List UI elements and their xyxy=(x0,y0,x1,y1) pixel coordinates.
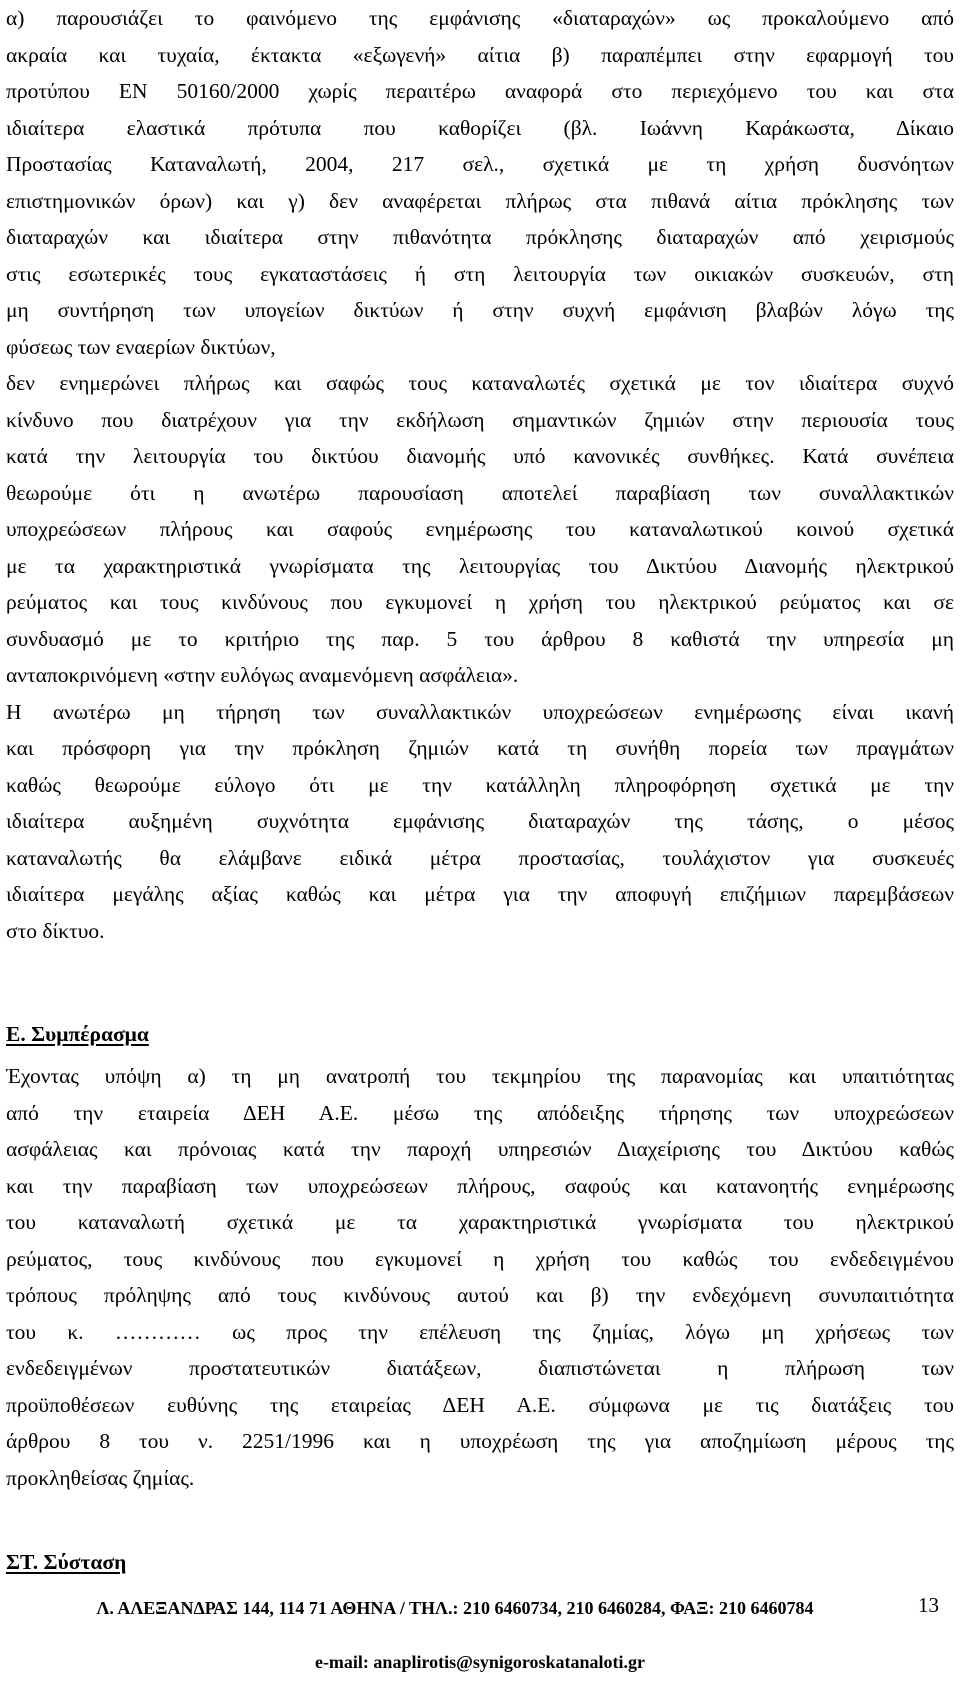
text-line: ρεύματος και τους κινδύνους που εγκυμονεί η χρήση του ηλεκτρικού ρεύματος και σε xyxy=(6,590,954,614)
body-paragraphs-1 xyxy=(6,0,954,949)
text-line: ενδεδειγμένων προστατευτικών διατάξεων, διαπιστώνεται η πλήρωση των xyxy=(6,1356,954,1380)
footer-address: Λ. ΑΛΕΞΑΝΔΡΑΣ 144, 114 71 ΑΘΗΝΑ / ΤΗΛ.: 210 6460734, 210 6460284, ΦΑΞ: 210 6460784 xyxy=(96,1598,814,1618)
text-line: άρθρου 8 του ν. 2251/1996 και η υποχρέωση της για αποζημίωση μέρους της xyxy=(6,1429,954,1453)
text-line: υποχρεώσεων πλήρους και σαφούς ενημέρωσης του καταναλωτικού κοινού σχετικά xyxy=(6,517,954,541)
text-line: συνδυασμό με το κριτήριο της παρ. 5 του άρθρου 8 καθιστά την υπηρεσία μη xyxy=(6,626,954,651)
text-line: στις εσωτερικές τους εγκαταστάσεις ή στη λειτουργία των οικιακών συσκευών, στη xyxy=(6,261,954,286)
text-line: φύσεως των εναερίων δικτύων, xyxy=(6,334,276,359)
text-line: ρεύματος, τους κινδύνους που εγκυμονεί η χρήση του καθώς του ενδεδειγμένου xyxy=(6,1246,954,1271)
text-line: προκληθείσας ζημίας. xyxy=(6,1465,195,1490)
text-line: Έχοντας υπόψη α) τη μη ανατροπή του τεκμηρίου της παρανομίας και υπαιτιότητας xyxy=(6,1064,954,1088)
text-line: ασφάλειας και πρόνοιας κατά την παροχή υπηρεσιών Διαχείρισης του Δικτύου καθώς xyxy=(6,1137,954,1161)
text-line: με τα χαρακτηριστικά γνωρίσματα της λειτουργίας του Δικτύου Διανομής ηλεκτρικού xyxy=(6,553,954,578)
text-line: Προστασίας Καταναλωτή, 2004, 217 σελ., σχετικά με τη χρήση δυσνόητων xyxy=(6,152,954,176)
body-paragraphs-2 xyxy=(6,1058,954,1496)
text-line: καθώς θεωρούμε εύλογο ότι με την κατάλληλη πληροφόρηση σχετικά με την xyxy=(6,772,954,797)
text-line: και πρόσφορη για την πρόκληση ζημιών κατά τη συνήθη πορεία των πραγμάτων xyxy=(6,736,954,760)
text-line: του κ. ………… ως προς την επέλευση της ζημίας, λόγω μη χρήσεως των xyxy=(6,1319,954,1344)
text-line: και την παραβίαση των υποχρεώσεων πλήρους, σαφούς και κατανοητής ενημέρωσης xyxy=(6,1173,954,1198)
text-line: κατά την λειτουργία του δικτύου διανομής υπό κανονικές συνθήκες. Κατά συνέπεια xyxy=(6,444,954,468)
text-line: ακραία και τυχαία, έκτακτα «εξωγενή» αίτια β) παραπέμπει στην εφαρμογή του xyxy=(6,42,954,67)
text-line: μη συντήρηση των υπογείων δικτύων ή στην συχνή εμφάνιση βλαβών λόγω της xyxy=(6,298,954,322)
text-line: α) παρουσιάζει το φαινόμενο της εμφάνισης «διαταραχών» ως προκαλούμενο από xyxy=(6,6,954,30)
text-line: Η ανωτέρω μη τήρηση των συναλλακτικών υποχρεώσεων ενημέρωσης είναι ικανή xyxy=(6,699,954,724)
text-line: από την εταιρεία ΔΕΗ Α.Ε. μέσω της απόδειξης τήρησης των υποχρεώσεων xyxy=(6,1100,954,1125)
text-line: δεν ενημερώνει πλήρως και σαφώς τους καταναλωτές σχετικά με τον ιδιαίτερα συχνό xyxy=(6,371,954,395)
text-line: τρόπους πρόληψης από τους κινδύνους αυτού και β) την ενδεχόμενη συνυπαιτιότητα xyxy=(6,1283,954,1307)
text-line: ιδιαίτερα αυξημένη συχνότητα εμφάνισης διαταραχών της τάσης, ο μέσος xyxy=(6,809,954,833)
text-line: ιδιαίτερα ελαστικά πρότυπα που καθορίζει (βλ. Ιωάννη Καράκωστα, Δίκαιο xyxy=(6,115,954,140)
text-line: του καταναλωτή σχετικά με τα χαρακτηριστικά γνωρίσματα του ηλεκτρικού xyxy=(6,1210,954,1234)
text-line: καταναλωτής θα ελάμβανε ειδικά μέτρα προστασίας, τουλάχιστον για συσκευές xyxy=(6,845,954,870)
page-number: 13 xyxy=(918,1593,939,1617)
text-line: κίνδυνο που διατρέχουν για την εκδήλωση σημαντικών ζημιών στην περιουσία τους xyxy=(6,407,954,432)
text-line: στο δίκτυο. xyxy=(6,918,105,943)
text-line: διαταραχών και ιδιαίτερα στην πιθανότητα πρόκλησης διαταραχών από χειρισμούς xyxy=(6,225,954,249)
text-line: προϋποθέσεων ευθύνης της εταιρείας ΔΕΗ Α.Ε. σύμφωνα με τις διατάξεις του xyxy=(6,1392,954,1417)
text-line: ιδιαίτερα μεγάλης αξίας καθώς και μέτρα για την αποφυγή επιζήμιων παρεμβάσεων xyxy=(6,882,954,906)
text-line: επιστημονικών όρων) και γ) δεν αναφέρεται πλήρως στα πιθανά αίτια πρόκλησης των xyxy=(6,188,954,213)
section-st-heading: ΣΤ. Σύσταση xyxy=(6,1550,127,1574)
text-line: θεωρούμε ότι η ανωτέρω παρουσίαση αποτελεί παραβίαση των συναλλακτικών xyxy=(6,480,954,505)
footer-email: e-mail: anaplirotis@synigoroskatanaloti.gr xyxy=(314,1652,646,1672)
text-line: προτύπου ΕΝ 50160/2000 χωρίς περαιτέρω αναφορά στο περιεχόμενο του και στα xyxy=(6,79,954,103)
section-e-heading: Ε. Συμπέρασμα xyxy=(6,1022,149,1046)
text-line: ανταποκρινόμενη «στην ευλόγως αναμενόμενη ασφάλεια». xyxy=(6,663,519,687)
